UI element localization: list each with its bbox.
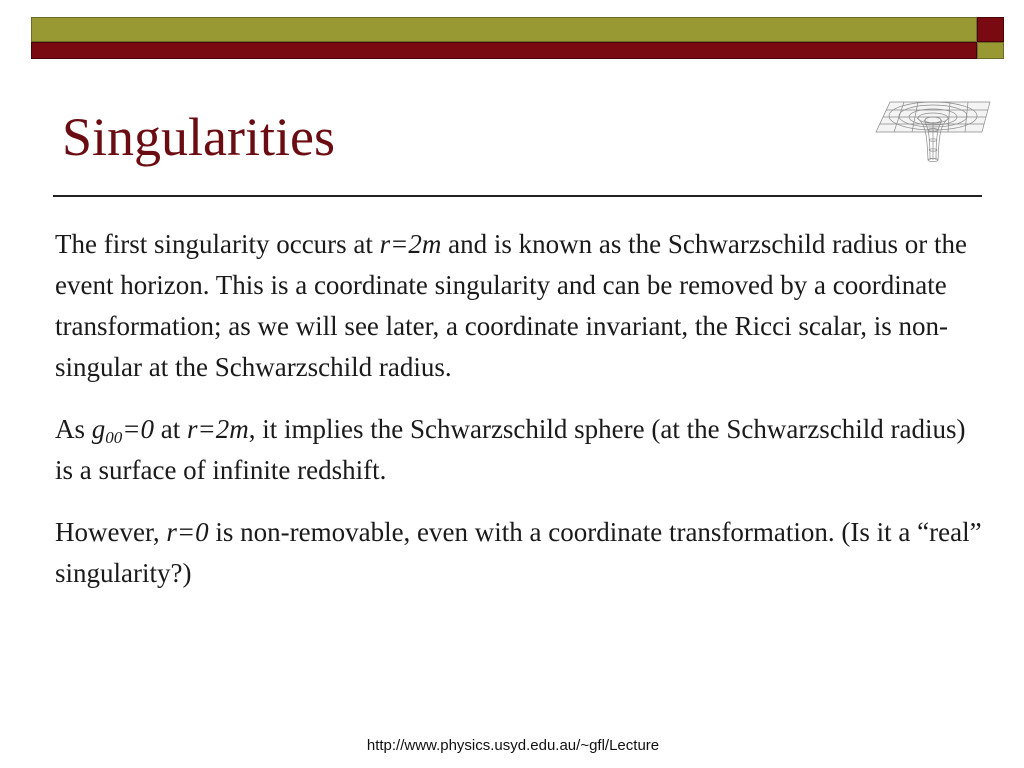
paragraph-3-math-r0: r=0	[166, 517, 209, 547]
paragraph-1-post: and is known as the Schwarzschild radius or the event horizon. This is a coordinate singularity and can be removed by a coordinate transformation; as we will see later, a coordinate invariant, the Ricci scalar, is non-singular at the Schwarzschild radius.	[55, 229, 968, 382]
paragraph-2-math-equals-zero: =0	[122, 414, 154, 444]
paragraph-infinite-redshift	[55, 409, 985, 491]
title-divider	[53, 195, 982, 197]
paragraph-2-mid: at	[154, 414, 187, 444]
slide-body	[55, 224, 985, 594]
header-square-olive	[977, 42, 1004, 59]
paragraph-2-post: , it implies the Schwarzschild sphere (at the Schwarzschild radius) is a surface of infinite redshift.	[55, 414, 966, 485]
paragraph-2-math-g: g	[91, 414, 106, 444]
wormhole-icon	[872, 96, 994, 166]
header-square-maroon	[977, 17, 1004, 42]
paragraph-1-pre: The first singularity occurs at	[55, 229, 380, 259]
paragraph-3-post: is non-removable, even with a coordinate transformation. (Is it a “real” singularity?)	[55, 517, 982, 588]
paragraph-schwarzschild-radius	[55, 224, 985, 388]
slide-title: Singularities	[62, 107, 335, 167]
header-band-maroon	[31, 42, 977, 59]
paragraph-2-math-subscript: 00	[105, 428, 123, 447]
paragraph-2-pre: As	[55, 414, 92, 444]
paragraph-2-math-r2m: r=2m	[187, 414, 249, 444]
paragraph-3-pre: However,	[55, 517, 167, 547]
header-band-olive	[31, 17, 977, 42]
paragraph-1-math-r2m: r=2m	[379, 229, 442, 259]
paragraph-r-zero	[55, 512, 985, 594]
footer-url[interactable]: http://www.physics.usyd.edu.au/~gfl/Lecture	[366, 737, 660, 754]
